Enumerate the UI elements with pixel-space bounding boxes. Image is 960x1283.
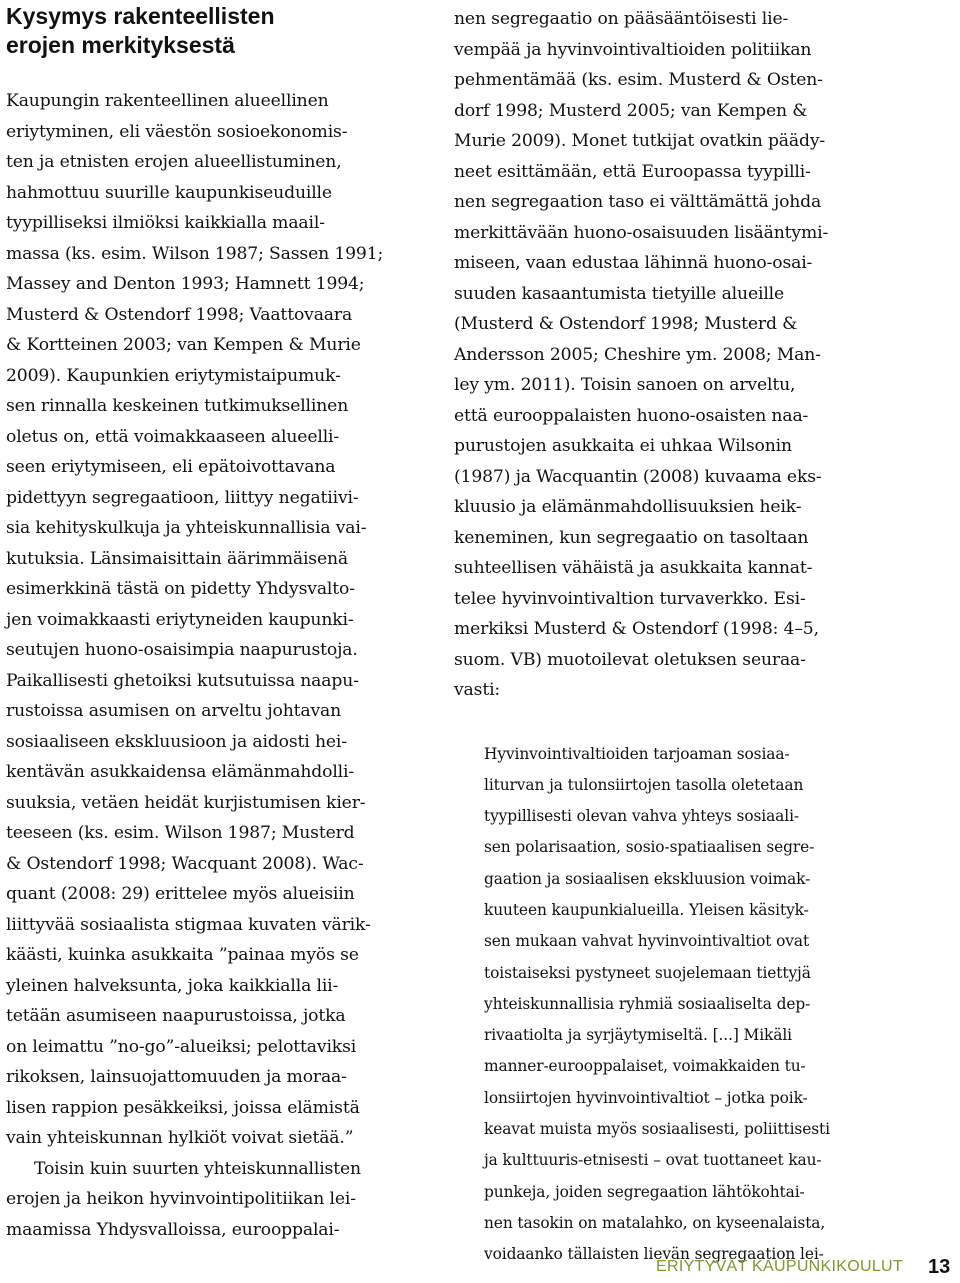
text-line: kentävän asukkaidensa elämänmahdolli-: [6, 762, 355, 782]
text-line: Murie 2009). Monet tutkijat ovatkin päädy-: [454, 131, 826, 151]
text-line: sia kehityskulkuja ja yhteiskunnallisia vai-: [6, 518, 367, 538]
text-line: massa (ks. esim. Wilson 1987; Sassen 1991;: [6, 243, 384, 264]
text-line: nen segregaatio on pääsääntöisesti lie-: [454, 9, 789, 29]
running-footer-title: ERIYTYVÄT KAUPUNKIKOULUT: [656, 1258, 903, 1275]
text-line: & Kortteinen 2003; van Kempen & Murie: [6, 335, 361, 355]
quote-line: voidaanko tällaisten lievän segregaation lei-: [484, 1245, 824, 1264]
text-line: lisen rappion pesäkkeiksi, joissa elämistä: [6, 1097, 360, 1118]
text-line: (1987) ja Wacquantin (2008) kuvaama eks-: [454, 466, 822, 487]
text-line: suuden kasaantumista tietyille alueille: [454, 283, 785, 304]
text-line: Massey and Denton 1993; Hamnett 1994;: [6, 274, 365, 294]
quote-line: manner-eurooppalaiset, voimakkaiden tu-: [484, 1057, 806, 1076]
quote-line: punkeja, joiden segregaation lähtökohtai-: [484, 1182, 805, 1201]
right-text-column: [454, 4, 870, 1271]
quote-line: sen mukaan vahvat hyvinvointivaltiot ovat: [484, 932, 810, 951]
text-line: vempää ja hyvinvointivaltioiden politiikan: [454, 39, 812, 60]
section-heading: [6, 2, 436, 60]
text-line: Andersson 2005; Cheshire ym. 2008; Man-: [454, 344, 821, 365]
text-line: vasti:: [454, 680, 501, 700]
text-line: pidettyyn segregaatioon, liittyy negatiivi-: [6, 487, 359, 508]
text-line: on leimattu ”no-go”-alueiksi; pelottaviksi: [6, 1036, 357, 1057]
text-line: kluusio ja elämänmahdollisuuksien heik-: [454, 497, 802, 517]
text-line: merkittävään huono-osaisuuden lisääntymi-: [454, 222, 829, 243]
quote-line: gaation ja sosiaalisen ekskluusion voimak-: [484, 869, 811, 888]
text-line: suuksia, vetäen heidät kurjistumisen kier-: [6, 792, 366, 813]
quote-line: ja kulttuuris-etnisesti – ovat tuottaneet kau-: [484, 1151, 822, 1170]
text-line: nen segregaation taso ei välttämättä johda: [454, 192, 822, 212]
text-line: (Musterd & Ostendorf 1998; Musterd &: [454, 314, 798, 334]
text-line: teeseen (ks. esim. Wilson 1987; Musterd: [6, 823, 355, 843]
text-line: jen voimakkaasti eriytyneiden kaupunki-: [6, 609, 354, 630]
text-line: että eurooppalaisten huono-osaisten naa-: [454, 405, 809, 426]
text-line: seutujen huono-osaisimpia naapurustoja.: [6, 640, 358, 660]
quote-line: Hyvinvointivaltioiden tarjoaman sosiaa-: [484, 744, 790, 763]
text-line: sen rinnalla keskeinen tutkimuksellinen: [6, 396, 349, 416]
text-line: tetään asumiseen naapurustoissa, jotka: [6, 1006, 346, 1026]
text-line: suhteellisen vähäistä ja asukkaita kannat-: [454, 558, 813, 578]
section-heading-line: Kysymys rakenteellisten: [6, 3, 275, 29]
text-line: hahmottuu suurille kaupunkiseuduille: [6, 182, 332, 203]
text-line: merkiksi Musterd & Ostendorf (1998: 4–5,: [454, 619, 819, 639]
text-line: tyypilliseksi ilmiöksi kaikkialla maail-: [6, 213, 325, 233]
text-line: rustoissa asumisen on arveltu johtavan: [6, 701, 342, 721]
text-line: purustojen asukkaita ei uhkaa Wilsonin: [454, 436, 792, 456]
text-line: esimerkkinä tästä on pidetty Yhdysvalto-: [6, 579, 355, 599]
text-line: erojen ja heikon hyvinvointipolitiikan lei-: [6, 1189, 356, 1209]
text-line: käästi, kuinka asukkaita ”painaa myös se: [6, 945, 359, 965]
text-line: pehmentämää (ks. esim. Musterd & Osten-: [454, 70, 823, 90]
quote-line: sen polarisaation, sosio-spatiaalisen segre-: [484, 838, 815, 857]
text-line: 2009). Kaupunkien eriytymistaipumuk-: [6, 365, 341, 386]
text-line: Toisin kuin suurten yhteiskunnallisten: [34, 1158, 361, 1179]
text-line: Paikallisesti ghetoiksi kutsutuissa naapu-: [6, 670, 359, 691]
text-line: kutuksia. Länsimaisittain äärimmäisenä: [6, 548, 349, 569]
text-line: rikoksen, lainsuojattomuuden ja moraa-: [6, 1067, 347, 1087]
text-line: suom. VB) muotoilevat oletuksen seuraa-: [454, 649, 806, 670]
text-line: eriytyminen, eli väestön sosioekonomis-: [6, 121, 348, 142]
block-quote: [454, 739, 870, 1271]
text-line: & Ostendorf 1998; Wacquant 2008). Wac-: [6, 853, 364, 874]
paragraph-gap: [454, 706, 870, 739]
text-line: oletus on, että voimakkaaseen alueelli-: [6, 426, 340, 447]
text-line: sosiaaliseen ekskluusioon ja aidosti hei-: [6, 731, 347, 752]
quote-line: rivaatiolta ja syrjäytymiseltä. [...] Mikäli: [484, 1026, 792, 1045]
text-line: vain yhteiskunnan hylkiöt voivat sietää.”: [6, 1128, 354, 1148]
text-line: neet esittämään, että Euroopassa tyypilli-: [454, 161, 811, 182]
left-text-column: [6, 86, 418, 1245]
quote-line: lonsiirtojen hyvinvointivaltiot – jotka poik-: [484, 1088, 808, 1107]
text-line: quant (2008: 29) erittelee myös alueisiin: [6, 884, 355, 904]
text-line: Musterd & Ostendorf 1998; Vaattovaara: [6, 304, 353, 325]
quote-line: toistaiseksi pystyneet suojelemaan tiettyjä: [484, 963, 811, 982]
quote-line: yhteiskunnallisia ryhmiä sosiaaliselta dep-: [484, 994, 811, 1013]
section-heading-line: erojen merkityksestä: [6, 32, 235, 58]
text-line: seen eriytymiseen, eli epätoivottavana: [6, 457, 336, 477]
text-line: liittyvää sosiaalista stigmaa kuvaten värik-: [6, 914, 371, 935]
quote-line: liturvan ja tulonsiirtojen tasolla oletetaan: [484, 775, 804, 794]
quote-line: nen tasokin on matalahko, on kyseenalaista,: [484, 1213, 826, 1232]
text-line: Kaupungin rakenteellinen alueellinen: [6, 91, 329, 111]
quote-line: tyypillisesti olevan vahva yhteys sosiaali-: [484, 807, 800, 826]
text-line: ley ym. 2011). Toisin sanoen on arveltu,: [454, 375, 796, 395]
quote-line: kuuteen kaupunkialueilla. Yleisen käsityk-: [484, 900, 809, 919]
text-line: miseen, vaan edustaa lähinnä huono-osai-: [454, 253, 813, 273]
text-line: keneminen, kun segregaatio on tasoltaan: [454, 527, 809, 548]
quote-line: keavat muista myös sosiaalisesti, poliittisesti: [484, 1120, 830, 1139]
text-line: ten ja etnisten erojen alueellistuminen,: [6, 152, 342, 172]
text-line: yleinen halveksunta, joka kaikkialla lii-: [6, 975, 339, 996]
text-line: maamissa Yhdysvalloissa, eurooppalai-: [6, 1219, 340, 1240]
page-number: 13: [928, 1256, 951, 1278]
text-line: dorf 1998; Musterd 2005; van Kempen &: [454, 100, 808, 121]
text-line: telee hyvinvointivaltion turvaverkko. Esi-: [454, 588, 806, 609]
